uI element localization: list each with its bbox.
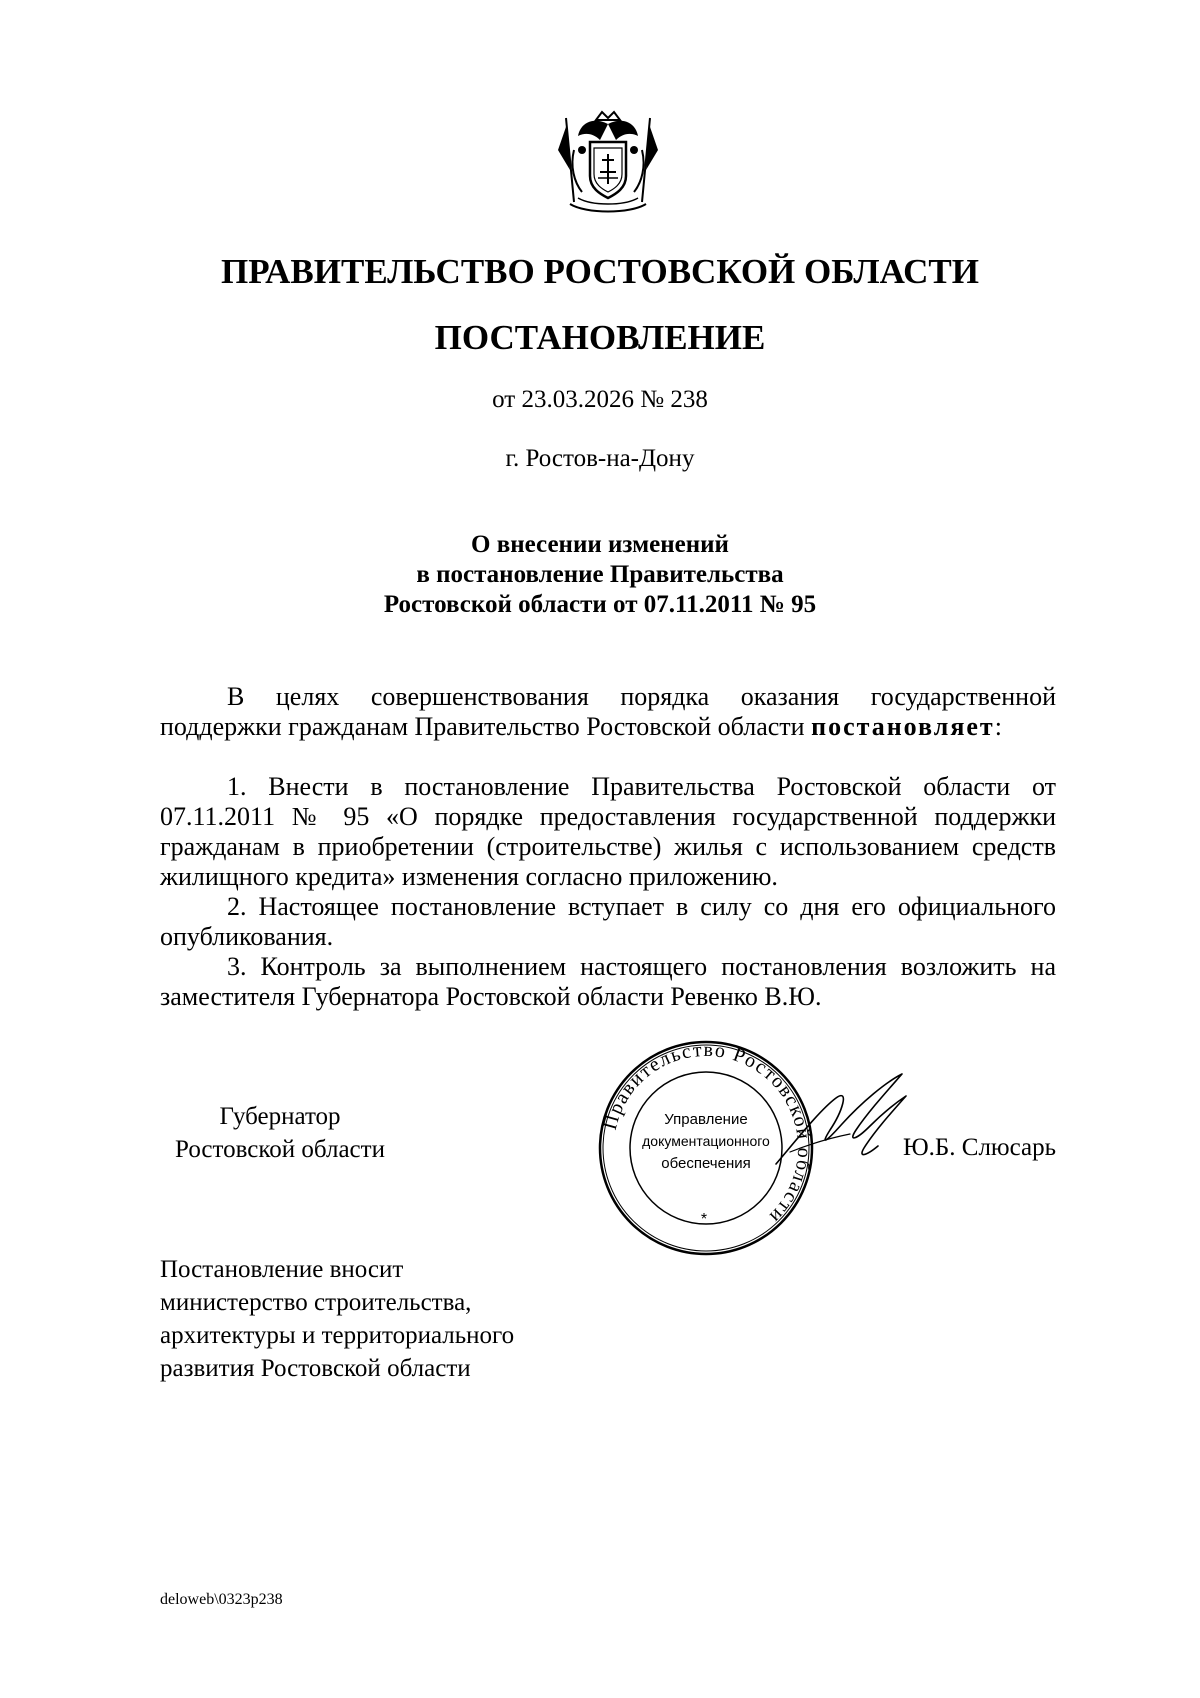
submitted-by (160, 1253, 580, 1385)
resolution-item: 2. Настоящее постановление вступает в силу со дня его официального опубликования. (160, 892, 1056, 951)
stamp-inner-line: документационного (642, 1133, 770, 1149)
submitted-by-line: Постановление вносит (160, 1256, 404, 1283)
document-date-number: от 23.03.2026 № 238 (492, 386, 708, 413)
subject-line: О внесении изменений (471, 531, 729, 558)
signatory-title-line: Ростовской области (175, 1136, 385, 1163)
signatory-name: Ю.Б. Слюсарь (902, 1134, 1056, 1161)
document-subject (0, 530, 1200, 620)
resolution-items (160, 772, 1056, 1012)
preamble (160, 682, 1056, 742)
document-type: ПОСТАНОВЛЕНИЕ (434, 318, 766, 357)
submitted-by-line: развития Ростовской области (160, 1355, 471, 1382)
document-file-code: deloweb\0323p238 (160, 1591, 283, 1608)
preamble-paragraph (160, 682, 1056, 742)
signatory-title-line: Губернатор (219, 1103, 341, 1130)
stamp-star: * (700, 1211, 708, 1228)
resolution-item: 1. Внести в постановление Правительства Ростовской области от 07.11.2011 № 95 «О порядке предоставления государственной поддержки гражданам в приобретении (строительстве) жилья с использованием средств жилищного кредита» изменения согласно приложению. (160, 772, 1056, 891)
document-city: г. Ростов-на-Дону (505, 445, 695, 472)
resolution-item: 3. Контроль за выполнением настоящего постановления возложить на заместителя Губернатора Ростовской области Ревенко В.Ю. (160, 952, 1056, 1011)
coat-of-arms-icon (552, 110, 664, 218)
stamp-inner-line: Управление (664, 1111, 748, 1128)
decision-word: постановляет (811, 712, 995, 741)
subject-line: в постановление Правительства (416, 561, 784, 588)
preamble-suffix: : (994, 712, 1002, 741)
stamp-inner-line: обеспечения (661, 1155, 751, 1172)
stamp-outer-text: Правительство Ростовской области (598, 1038, 816, 1229)
submitted-by-line: министерство строительства, (160, 1289, 472, 1316)
signatory-title (160, 1100, 400, 1166)
organization-title: ПРАВИТЕЛЬСТВО РОСТОВСКОЙ ОБЛАСТИ (221, 252, 979, 291)
preamble-text: В целях совершенствования порядка оказания государственной поддержки гражданам Правительство Ростовской области (160, 682, 1056, 741)
subject-line: Ростовской области от 07.11.2011 № 95 (383, 591, 817, 618)
submitted-by-line: архитектуры и территориального (160, 1322, 515, 1349)
